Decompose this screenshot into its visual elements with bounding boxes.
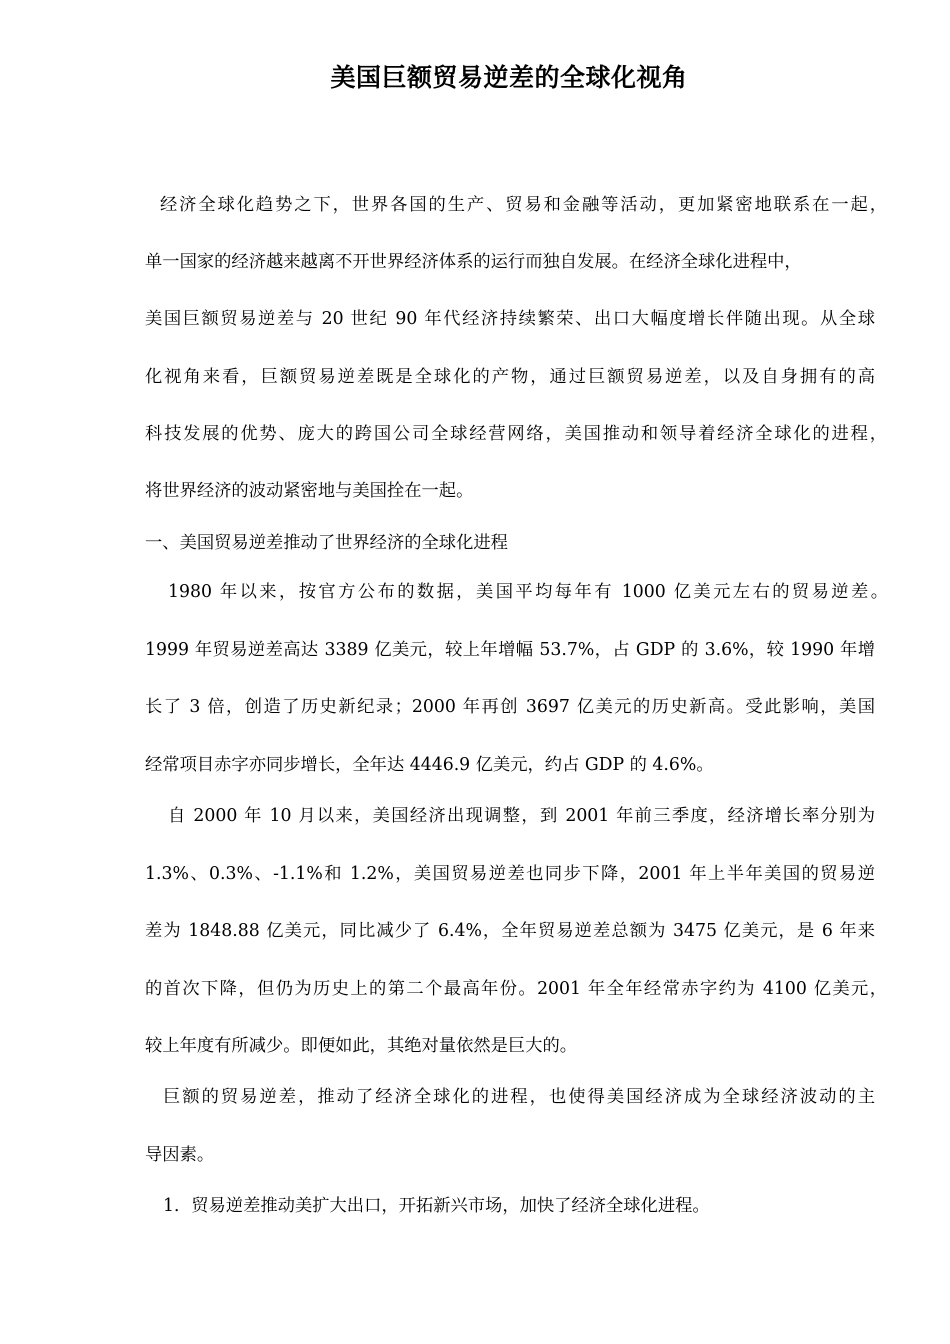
paragraph-line: 科技发展的优势、庞大的跨国公司全球经营网络，美国推动和领导着经济全球化的进程， bbox=[145, 424, 887, 444]
list-item: 1．贸易逆差推动美扩大出口，开拓新兴市场，加快了经济全球化进程。 bbox=[163, 1196, 710, 1216]
paragraph-line: 差为 1848.88 亿美元，同比减少了 6.4%，全年贸易逆差总额为 3475 亿美元，是 6 年来 bbox=[145, 921, 875, 941]
paragraph-line: 单一国家的经济越来越离不开世界经济体系的运行而独自发展。在经济全球化进程中， bbox=[145, 252, 802, 272]
paragraph-line: 经常项目赤字亦同步增长，全年达 4446.9 亿美元，约占 GDP 的 4.6%。 bbox=[145, 755, 714, 775]
paragraph-line: 导因素。 bbox=[145, 1145, 215, 1165]
section-heading: 一、美国贸易逆差推动了世界经济的全球化进程 bbox=[145, 533, 508, 553]
document-title: 美国巨额贸易逆差的全球化视角 bbox=[330, 63, 688, 92]
paragraph-line: 经济全球化趋势之下，世界各国的生产、贸易和金融等活动，更加紧密地联系在一起， bbox=[160, 195, 887, 215]
paragraph-line: 1.3%、0.3%、-1.1%和 1.2%，美国贸易逆差也同步下降，2001 年上半年美国的贸易逆 bbox=[145, 864, 875, 884]
paragraph-line: 化视角来看，巨额贸易逆差既是全球化的产物，通过巨额贸易逆差，以及自身拥有的高 bbox=[145, 367, 875, 387]
paragraph-line: 的首次下降，但仍为历史上的第二个最高年份。2001 年全年经常赤字约为 4100 亿美元， bbox=[145, 979, 887, 999]
paragraph-line: 长了 3 倍，创造了历史新纪录；2000 年再创 3697 亿美元的历史新高。受此影响，美国 bbox=[145, 697, 875, 717]
paragraph-line: 将世界经济的波动紧密地与美国拴在一起。 bbox=[145, 481, 474, 501]
paragraph-line: 美国巨额贸易逆差与 20 世纪 90 年代经济持续繁荣、出口大幅度增长伴随出现。从全球 bbox=[145, 309, 875, 329]
paragraph-line: 较上年度有所减少。即便如此，其绝对量依然是巨大的。 bbox=[145, 1036, 578, 1056]
paragraph-line: 1980 年以来，按官方公布的数据，美国平均每年有 1000 亿美元左右的贸易逆差。 bbox=[168, 582, 888, 602]
paragraph-line: 自 2000 年 10 月以来，美国经济出现调整，到 2001 年前三季度，经济增长率分别为 bbox=[168, 806, 875, 826]
paragraph-line: 巨额的贸易逆差，推动了经济全球化的进程，也使得美国经济成为全球经济波动的主 bbox=[163, 1087, 875, 1107]
paragraph-line: 1999 年贸易逆差高达 3389 亿美元，较上年增幅 53.7%，占 GDP 的 3.6%，较 1990 年增 bbox=[145, 640, 875, 660]
